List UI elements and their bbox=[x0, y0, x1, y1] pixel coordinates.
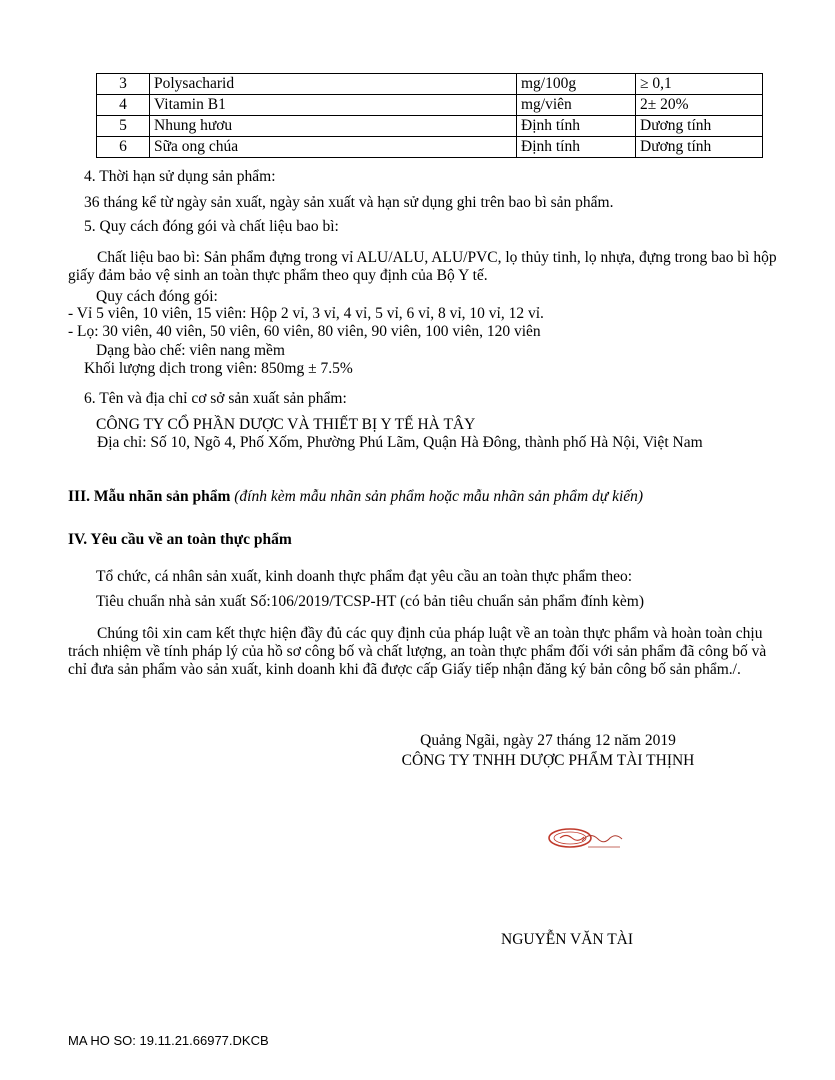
criterion-name: Nhung hươu bbox=[150, 116, 517, 137]
criterion-name: Sữa ong chúa bbox=[150, 137, 517, 158]
signing-company: CÔNG TY TNHH DƯỢC PHẨM TÀI THỊNH bbox=[401, 752, 695, 769]
criterion-name: Vitamin B1 bbox=[150, 95, 517, 116]
packing-label: Quy cách đóng gói: bbox=[96, 288, 218, 305]
place-date: Quảng Ngãi, ngày 27 tháng 12 năm 2019 bbox=[420, 732, 676, 749]
manufacturer-address: Địa chỉ: Số 10, Ngõ 4, Phố Xốm, Phường Phú Lãm, Quận Hà Đông, thành phố Hà Nội, Việt Nam bbox=[97, 434, 703, 451]
section-iv-line1: Tổ chức, cá nhân sản xuất, kinh doanh thực phẩm đạt yêu cầu an toàn thực phẩm theo: bbox=[96, 568, 633, 585]
dossier-code: MA HO SO: 19.11.21.66977.DKCB bbox=[68, 1033, 269, 1048]
row-number: 3 bbox=[97, 74, 150, 95]
signature-block bbox=[378, 731, 718, 771]
section-iv-title: IV. Yêu cầu về an toàn thực phẩm bbox=[68, 531, 292, 548]
fill-weight: Khối lượng dịch trong viên: 850mg ± 7.5% bbox=[84, 360, 353, 377]
row-number: 4 bbox=[97, 95, 150, 116]
criterion-unit: Định tính bbox=[517, 137, 636, 158]
table-row bbox=[97, 137, 763, 158]
manufacturer-heading: 6. Tên và địa chỉ cơ sở sản xuất sản phẩm: bbox=[84, 390, 347, 407]
signer-name: NGUYỄN VĂN TÀI bbox=[501, 931, 634, 948]
criterion-unit: mg/100g bbox=[517, 74, 636, 95]
spec-table bbox=[96, 73, 763, 158]
section-iii-note: (đính kèm mẫu nhãn sản phẩm hoặc mẫu nhãn sản phẩm dự kiến) bbox=[234, 488, 644, 505]
section-iii-title: III. Mẫu nhãn sản phẩm bbox=[68, 488, 231, 505]
row-number: 6 bbox=[97, 137, 150, 158]
table-row bbox=[97, 116, 763, 137]
criterion-unit: Định tính bbox=[517, 116, 636, 137]
table-row bbox=[97, 74, 763, 95]
packaging-heading: 5. Quy cách đóng gói và chất liệu bao bì: bbox=[84, 218, 339, 235]
table-row bbox=[97, 95, 763, 116]
packing-blister: - Vỉ 5 viên, 10 viên, 15 viên: Hộp 2 vỉ, 3 vỉ, 4 vỉ, 5 vỉ, 6 vỉ, 8 vỉ, 10 vỉ, 12 vỉ. bbox=[68, 305, 544, 322]
section-iv-line2: Tiêu chuẩn nhà sản xuất Số:106/2019/TCSP-HT (có bản tiêu chuẩn sản phẩm đính kèm) bbox=[96, 593, 645, 610]
criterion-name: Polysacharid bbox=[150, 74, 517, 95]
shelf-life-text: 36 tháng kể từ ngày sản xuất, ngày sản xuất và hạn sử dụng ghi trên bao bì sản phẩm. bbox=[84, 194, 614, 211]
criterion-value: Dương tính bbox=[636, 137, 763, 158]
manufacturer-company: CÔNG TY CỔ PHẦN DƯỢC VÀ THIẾT BỊ Y TẾ HÀ TÂY bbox=[96, 416, 476, 433]
criterion-value: Dương tính bbox=[636, 116, 763, 137]
packing-bottle: - Lọ: 30 viên, 40 viên, 50 viên, 60 viên, 80 viên, 90 viên, 100 viên, 120 viên bbox=[68, 323, 541, 340]
criterion-value: 2± 20% bbox=[636, 95, 763, 116]
signature-stamp-icon bbox=[546, 825, 624, 853]
packaging-material: Chất liệu bao bì: Sản phẩm đựng trong vỉ ALU/ALU, ALU/PVC, lọ thủy tinh, lọ nhựa, đựng trong bao bì hộp giấy đảm bảo vệ sinh an toàn thực phẩm theo quy định của Bộ Y tế. bbox=[68, 249, 777, 284]
row-number: 5 bbox=[97, 116, 150, 137]
dosage-form: Dạng bào chế: viên nang mềm bbox=[96, 342, 285, 359]
criterion-unit: mg/viên bbox=[517, 95, 636, 116]
shelf-life-heading: 4. Thời hạn sử dụng sản phẩm: bbox=[84, 168, 276, 185]
commitment-paragraph: Chúng tôi xin cam kết thực hiện đầy đủ các quy định của pháp luật về an toàn thực phẩm và hoàn toàn chịu trách nhiệm về tính pháp lý của hồ sơ công bố và chất lượng, an toàn thực phẩm đối với sản phẩm đã công bố và chỉ đưa sản phẩm vào sản xuất, kinh doanh khi đã được cấp Giấy tiếp nhận đăng ký bản công bố sản phẩm./. bbox=[68, 625, 767, 678]
section-iii bbox=[68, 487, 643, 506]
criterion-value: ≥ 0,1 bbox=[636, 74, 763, 95]
